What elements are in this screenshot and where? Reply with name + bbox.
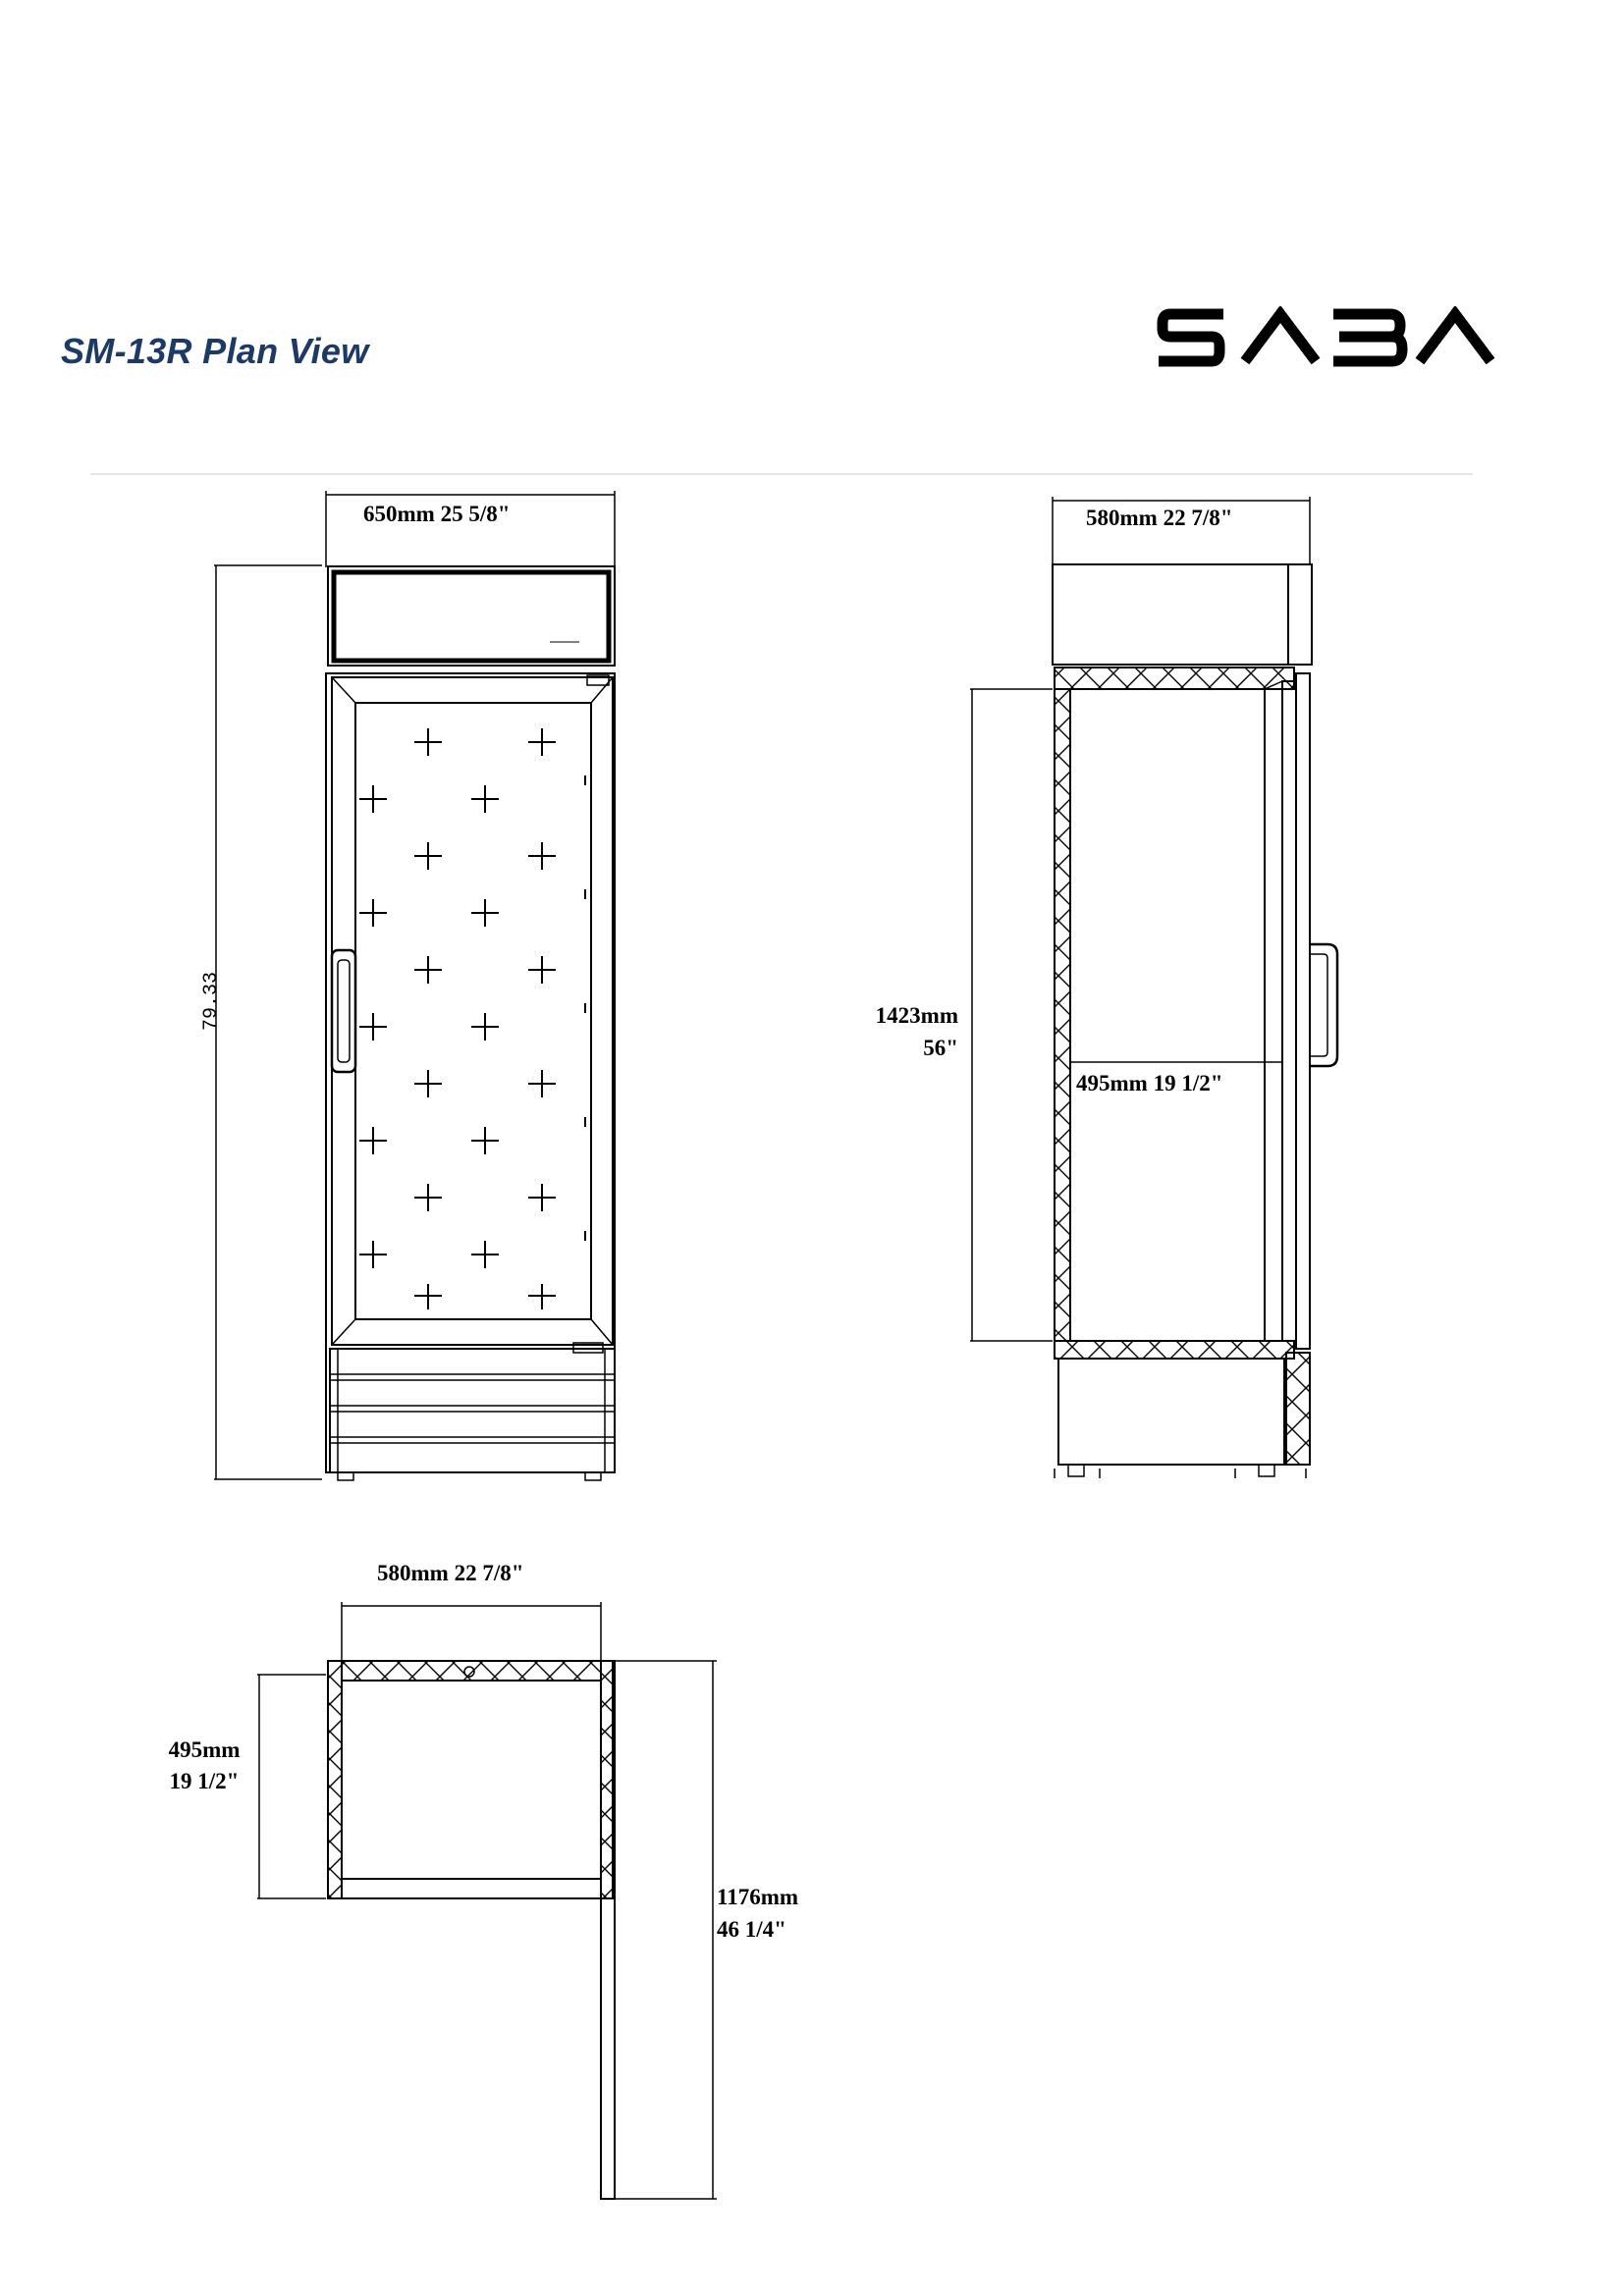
side-depth-label: 580mm 22 7/8" (1086, 506, 1233, 530)
plan-interior-depth-in: 19 1/2" (169, 1769, 240, 1793)
plan-depth-label: 580mm 22 7/8" (377, 1561, 524, 1585)
page-title: SM-13R Plan View (61, 331, 369, 371)
side-view (970, 497, 1337, 1478)
front-view (214, 491, 615, 1480)
plan-view (257, 1602, 717, 2199)
side-interior-height-mm: 1423mm (875, 1003, 958, 1028)
shelf-cross-markers (359, 728, 585, 1309)
plan-interior-depth-mm: 495mm (168, 1737, 241, 1762)
side-interior-depth-label: 495mm 19 1/2" (1076, 1071, 1223, 1095)
plan-door-swing-in: 46 1/4" (717, 1917, 786, 1942)
front-width-label: 650mm 25 5/8" (363, 502, 511, 526)
side-interior-height-in: 56" (923, 1036, 958, 1060)
plan-door-swing-mm: 1176mm (717, 1885, 799, 1909)
front-height-label: 79.33 (200, 971, 223, 1032)
